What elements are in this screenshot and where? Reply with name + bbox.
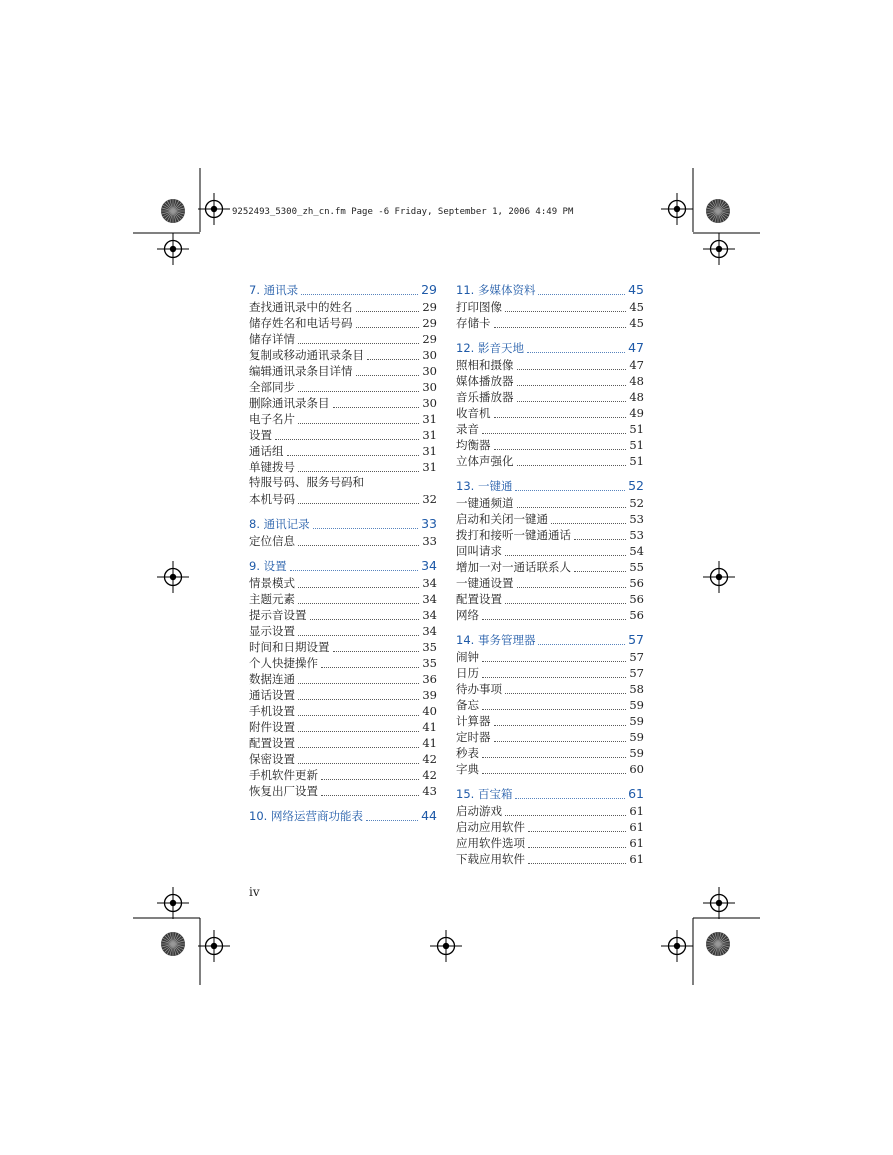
toc-entry-link[interactable] <box>456 834 644 850</box>
entry-page: 56 <box>629 575 644 590</box>
entry-title: 一键通设置 <box>456 575 514 590</box>
registration-target-icon <box>157 887 189 919</box>
entry-page: 31 <box>422 443 437 458</box>
entry-title: 本机号码 <box>249 491 295 506</box>
toc-entry-link[interactable] <box>456 728 644 744</box>
page-number: iv <box>249 885 260 899</box>
entry-title: 秒表 <box>456 745 479 760</box>
leader-dots <box>298 533 419 546</box>
toc-entry-link[interactable] <box>249 330 437 346</box>
leader-dots <box>574 559 626 572</box>
chapter-page: 44 <box>421 808 437 823</box>
chapter-page: 29 <box>421 282 437 297</box>
leader-dots <box>538 283 625 296</box>
leader-dots <box>482 607 626 620</box>
entry-title: 手机软件更新 <box>249 767 318 782</box>
leader-dots <box>517 357 627 370</box>
entry-title: 定位信息 <box>249 533 295 548</box>
leader-dots <box>298 379 419 392</box>
toc-entry-link[interactable] <box>249 346 437 362</box>
leader-dots <box>517 389 627 402</box>
toc-entry-link[interactable] <box>456 818 644 834</box>
entry-page: 57 <box>629 649 644 664</box>
toc-entry-link[interactable] <box>456 404 644 420</box>
toc-entry-link[interactable] <box>456 648 644 664</box>
toc-entry-link[interactable] <box>456 802 644 818</box>
registration-target-icon <box>661 930 693 962</box>
entry-title: 下载应用软件 <box>456 851 525 866</box>
entry-page: 61 <box>629 851 644 866</box>
leader-dots <box>275 427 419 440</box>
entry-title: 储存详情 <box>249 331 295 346</box>
toc-entry-link[interactable] <box>456 314 644 330</box>
entry-page: 59 <box>629 729 644 744</box>
entry-page: 29 <box>422 331 437 346</box>
chapter-page: 47 <box>628 340 644 355</box>
registration-target-icon <box>703 233 735 265</box>
entry-page: 48 <box>629 373 644 388</box>
entry-title: 保密设置 <box>249 751 295 766</box>
entry-page: 54 <box>629 543 644 558</box>
leader-dots <box>313 517 418 530</box>
entry-title: 回叫请求 <box>456 543 502 558</box>
chapter-title: 15. 百宝箱 <box>456 787 513 801</box>
toc-entry-link[interactable] <box>249 606 437 622</box>
toc-entry-link[interactable] <box>249 458 437 474</box>
leader-dots <box>298 735 419 748</box>
toc-entry-link[interactable] <box>249 638 437 654</box>
toc-section <box>249 281 437 506</box>
leader-dots <box>482 665 626 678</box>
toc-entry-link[interactable] <box>249 590 437 606</box>
registration-target-icon <box>198 193 230 225</box>
toc-entry-link[interactable] <box>249 442 437 458</box>
color-bar-starburst-icon <box>161 199 185 223</box>
entry-page: 53 <box>629 511 644 526</box>
entry-title: 恢复出厂设置 <box>249 783 318 798</box>
toc-section <box>456 339 644 468</box>
entry-title: 录音 <box>456 421 479 436</box>
toc-entry-link[interactable] <box>456 744 644 760</box>
entry-title: 特服号码、服务号码和 <box>249 475 364 489</box>
leader-dots <box>515 787 625 800</box>
entry-page: 29 <box>422 315 437 330</box>
leader-dots <box>298 459 419 472</box>
leader-dots <box>517 495 627 508</box>
entry-page: 30 <box>422 379 437 394</box>
leader-dots <box>517 575 627 588</box>
toc-entry-link[interactable] <box>249 474 437 490</box>
entry-page: 32 <box>422 491 437 506</box>
toc-section <box>456 785 644 866</box>
toc-entry-link[interactable] <box>249 410 437 426</box>
leader-dots <box>301 283 418 296</box>
toc-entry-link[interactable] <box>249 654 437 670</box>
toc-entry-link[interactable] <box>249 298 437 314</box>
entry-page: 53 <box>629 527 644 542</box>
entry-page: 43 <box>422 783 437 798</box>
entry-page: 57 <box>629 665 644 680</box>
leader-dots <box>482 697 626 710</box>
leader-dots <box>505 803 626 816</box>
leader-dots <box>505 543 626 556</box>
entry-title: 存储卡 <box>456 315 491 330</box>
toc-entry-link[interactable] <box>249 378 437 394</box>
toc-entry-link[interactable] <box>456 680 644 696</box>
entry-title: 一键通频道 <box>456 495 514 510</box>
toc-chapter-link[interactable] <box>456 631 644 648</box>
leader-dots <box>356 363 420 376</box>
entry-title: 储存姓名和电话号码 <box>249 315 353 330</box>
toc-chapter-link[interactable] <box>249 557 437 574</box>
leader-dots <box>574 527 626 540</box>
entry-page: 42 <box>422 751 437 766</box>
leader-dots <box>527 341 625 354</box>
chapter-page: 57 <box>628 632 644 647</box>
entry-title: 字典 <box>456 761 479 776</box>
entry-title: 查找通讯录中的姓名 <box>249 299 353 314</box>
chapter-title: 12. 影音天地 <box>456 341 524 355</box>
entry-page: 59 <box>629 697 644 712</box>
toc-entry-link[interactable] <box>249 394 437 410</box>
color-bar-starburst-icon <box>161 932 185 956</box>
entry-page: 59 <box>629 713 644 728</box>
registration-target-icon <box>661 193 693 225</box>
entry-title: 备忘 <box>456 697 479 712</box>
toc-entry-link[interactable] <box>456 356 644 372</box>
entry-title: 媒体播放器 <box>456 373 514 388</box>
entry-title: 日历 <box>456 665 479 680</box>
leader-dots <box>494 405 627 418</box>
toc-entry-link[interactable] <box>249 622 437 638</box>
entry-page: 45 <box>629 315 644 330</box>
leader-dots <box>551 511 626 524</box>
entry-page: 41 <box>422 735 437 750</box>
entry-page: 47 <box>629 357 644 372</box>
toc-section <box>456 281 644 330</box>
entry-title: 均衡器 <box>456 437 491 452</box>
entry-title: 个人快捷操作 <box>249 655 318 670</box>
entry-page: 35 <box>422 655 437 670</box>
entry-title: 启动和关闭一键通 <box>456 511 548 526</box>
entry-page: 30 <box>422 395 437 410</box>
entry-page: 31 <box>422 459 437 474</box>
toc-left-column <box>249 281 437 833</box>
entry-title: 拨打和接听一键通通话 <box>456 527 571 542</box>
registration-target-icon <box>703 887 735 919</box>
entry-page: 59 <box>629 745 644 760</box>
toc-chapter-link[interactable] <box>456 281 644 298</box>
toc-entry-link[interactable] <box>456 664 644 680</box>
entry-page: 36 <box>422 671 437 686</box>
entry-page: 33 <box>422 533 437 548</box>
toc-entry-link[interactable] <box>249 686 437 702</box>
entry-title: 待办事项 <box>456 681 502 696</box>
toc-entry-link[interactable] <box>249 750 437 766</box>
toc-chapter-link[interactable] <box>249 281 437 298</box>
entry-page: 55 <box>629 559 644 574</box>
leader-dots <box>482 649 626 662</box>
leader-dots <box>298 671 419 684</box>
toc-entry-link[interactable] <box>456 590 644 606</box>
chapter-title: 10. 网络运营商功能表 <box>249 809 363 823</box>
entry-page: 61 <box>629 803 644 818</box>
entry-page: 29 <box>422 299 437 314</box>
entry-title: 应用软件选项 <box>456 835 525 850</box>
leader-dots <box>298 687 419 700</box>
toc-entry-link[interactable] <box>456 388 644 404</box>
leader-dots <box>321 655 419 668</box>
leader-dots <box>321 767 419 780</box>
toc-entry-link[interactable] <box>456 436 644 452</box>
entry-page: 48 <box>629 389 644 404</box>
leader-dots <box>298 703 419 716</box>
leader-dots <box>356 315 420 328</box>
chapter-title: 11. 多媒体资料 <box>456 283 536 297</box>
entry-title: 单键拨号 <box>249 459 295 474</box>
toc-entry-link[interactable] <box>456 574 644 590</box>
entry-title: 时间和日期设置 <box>249 639 330 654</box>
toc-section <box>456 631 644 776</box>
toc-section <box>249 807 437 824</box>
leader-dots <box>515 479 625 492</box>
leader-dots <box>333 639 420 652</box>
entry-title: 立体声强化 <box>456 453 514 468</box>
chapter-title: 13. 一键通 <box>456 479 513 493</box>
entry-page: 34 <box>422 607 437 622</box>
leader-dots <box>528 835 626 848</box>
entry-title: 照相和摄像 <box>456 357 514 372</box>
entry-page: 51 <box>629 437 644 452</box>
toc-entry-link[interactable] <box>249 734 437 750</box>
entry-title: 配置设置 <box>249 735 295 750</box>
entry-page: 61 <box>629 819 644 834</box>
entry-page: 42 <box>422 767 437 782</box>
entry-title: 通话设置 <box>249 687 295 702</box>
toc-entry-link[interactable] <box>456 606 644 622</box>
toc-entry-link[interactable] <box>456 558 644 574</box>
registration-target-icon <box>157 233 189 265</box>
entry-title: 闹钟 <box>456 649 479 664</box>
toc-entry-link[interactable] <box>456 712 644 728</box>
leader-dots <box>482 421 626 434</box>
leader-dots <box>505 681 626 694</box>
chapter-title: 9. 设置 <box>249 559 287 573</box>
chapter-title: 14. 事务管理器 <box>456 633 536 647</box>
leader-dots <box>528 819 626 832</box>
toc-entry-link[interactable] <box>249 702 437 718</box>
leader-dots <box>367 347 419 360</box>
leader-dots <box>505 591 626 604</box>
entry-title: 启动应用软件 <box>456 819 525 834</box>
leader-dots <box>310 607 420 620</box>
entry-title: 打印图像 <box>456 299 502 314</box>
entry-title: 增加一对一通话联系人 <box>456 559 571 574</box>
toc-section <box>249 515 437 548</box>
leader-dots <box>298 491 419 504</box>
entry-title: 网络 <box>456 607 479 622</box>
entry-page: 30 <box>422 363 437 378</box>
toc-entry-link[interactable] <box>456 420 644 436</box>
leader-dots <box>298 623 419 636</box>
leader-dots <box>528 851 626 864</box>
toc-entry-link[interactable] <box>249 766 437 782</box>
entry-page: 45 <box>629 299 644 314</box>
entry-page: 56 <box>629 591 644 606</box>
entry-page: 56 <box>629 607 644 622</box>
leader-dots <box>298 331 419 344</box>
toc-entry-link[interactable] <box>456 850 644 866</box>
entry-page: 49 <box>629 405 644 420</box>
entry-page: 52 <box>629 495 644 510</box>
entry-page: 61 <box>629 835 644 850</box>
chapter-page: 52 <box>628 478 644 493</box>
registration-target-icon <box>157 561 189 593</box>
toc-chapter-link[interactable] <box>249 515 437 532</box>
toc-section <box>456 477 644 622</box>
leader-dots <box>321 783 419 796</box>
leader-dots <box>333 395 420 408</box>
entry-title: 显示设置 <box>249 623 295 638</box>
toc-entry-link[interactable] <box>456 510 644 526</box>
entry-page: 51 <box>629 421 644 436</box>
entry-page: 41 <box>422 719 437 734</box>
entry-page: 39 <box>422 687 437 702</box>
toc-entry-link[interactable] <box>249 490 437 506</box>
toc-entry-link[interactable] <box>456 452 644 468</box>
toc-chapter-link[interactable] <box>456 785 644 802</box>
entry-title: 收音机 <box>456 405 491 420</box>
toc-entry-link[interactable] <box>249 532 437 548</box>
leader-dots <box>505 299 626 312</box>
color-bar-starburst-icon <box>706 932 730 956</box>
leader-dots <box>494 713 627 726</box>
entry-title: 定时器 <box>456 729 491 744</box>
entry-page: 34 <box>422 591 437 606</box>
print-file-info: 9252493_5300_zh_cn.fm Page -6 Friday, September 1, 2006 4:49 PM <box>232 207 574 217</box>
toc-entry-link[interactable] <box>456 372 644 388</box>
entry-title: 通话组 <box>249 443 284 458</box>
entry-page: 30 <box>422 347 437 362</box>
leader-dots <box>517 453 627 466</box>
leader-dots <box>366 809 418 822</box>
toc-entry-link[interactable] <box>456 298 644 314</box>
entry-page: 34 <box>422 623 437 638</box>
entry-title: 附件设置 <box>249 719 295 734</box>
leader-dots <box>538 633 625 646</box>
toc-entry-link[interactable] <box>456 494 644 510</box>
leader-dots <box>298 719 419 732</box>
entry-title: 数据连通 <box>249 671 295 686</box>
toc-right-column <box>456 281 644 875</box>
toc-section <box>249 557 437 798</box>
chapter-page: 33 <box>421 516 437 531</box>
toc-chapter-link[interactable] <box>249 807 437 824</box>
entry-title: 提示音设置 <box>249 607 307 622</box>
registration-target-icon <box>703 561 735 593</box>
leader-dots <box>298 751 419 764</box>
toc-entry-link[interactable] <box>249 782 437 798</box>
entry-title: 复制或移动通讯录条目 <box>249 347 364 362</box>
entry-title: 主题元素 <box>249 591 295 606</box>
leader-dots <box>298 575 419 588</box>
chapter-title: 8. 通讯记录 <box>249 517 310 531</box>
entry-title: 删除通讯录条目 <box>249 395 330 410</box>
entry-title: 配置设置 <box>456 591 502 606</box>
entry-page: 35 <box>422 639 437 654</box>
entry-title: 计算器 <box>456 713 491 728</box>
leader-dots <box>298 411 419 424</box>
toc-entry-link[interactable] <box>249 574 437 590</box>
chapter-page: 34 <box>421 558 437 573</box>
chapter-page: 61 <box>628 786 644 801</box>
color-bar-starburst-icon <box>706 199 730 223</box>
entry-page: 51 <box>629 453 644 468</box>
entry-title: 全部同步 <box>249 379 295 394</box>
toc-entry-link[interactable] <box>249 670 437 686</box>
entry-title: 设置 <box>249 427 272 442</box>
toc-entry-link[interactable] <box>456 526 644 542</box>
toc-entry-link[interactable] <box>249 362 437 378</box>
leader-dots <box>290 559 418 572</box>
chapter-title: 7. 通讯录 <box>249 283 299 297</box>
leader-dots <box>356 299 420 312</box>
toc-entry-link[interactable] <box>456 760 644 776</box>
toc-entry-link[interactable] <box>249 718 437 734</box>
entry-title: 情景模式 <box>249 575 295 590</box>
entry-title: 电子名片 <box>249 411 295 426</box>
leader-dots <box>494 315 627 328</box>
leader-dots <box>494 729 627 742</box>
chapter-page: 45 <box>628 282 644 297</box>
toc-entry-link[interactable] <box>249 426 437 442</box>
registration-target-icon <box>198 930 230 962</box>
toc-entry-link[interactable] <box>456 542 644 558</box>
entry-page: 60 <box>629 761 644 776</box>
toc-entry-link[interactable] <box>456 696 644 712</box>
leader-dots <box>517 373 627 386</box>
entry-page: 31 <box>422 427 437 442</box>
leader-dots <box>494 437 627 450</box>
entry-title: 手机设置 <box>249 703 295 718</box>
registration-target-icon <box>430 930 462 962</box>
leader-dots <box>482 761 626 774</box>
toc-entry-link[interactable] <box>249 314 437 330</box>
leader-dots <box>298 591 419 604</box>
entry-title: 编辑通讯录条目详情 <box>249 363 353 378</box>
entry-title: 音乐播放器 <box>456 389 514 404</box>
toc-chapter-link[interactable] <box>456 339 644 356</box>
entry-page: 34 <box>422 575 437 590</box>
leader-dots <box>287 443 420 456</box>
leader-dots <box>482 745 626 758</box>
entry-page: 58 <box>629 681 644 696</box>
toc-chapter-link[interactable] <box>456 477 644 494</box>
entry-page: 31 <box>422 411 437 426</box>
entry-title: 启动游戏 <box>456 803 502 818</box>
entry-page: 40 <box>422 703 437 718</box>
